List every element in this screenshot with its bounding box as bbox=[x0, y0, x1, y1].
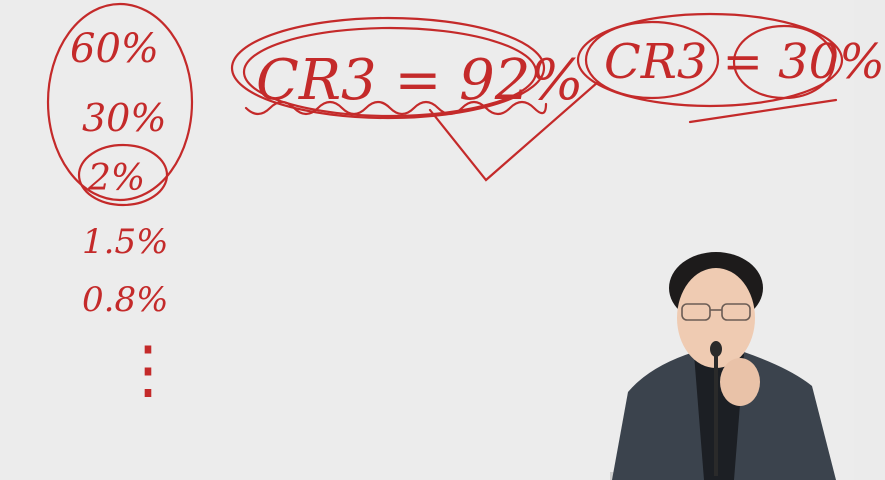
vertical-ellipsis: ⋮ bbox=[116, 333, 180, 407]
value-30-percent: 30% bbox=[82, 96, 167, 140]
hand bbox=[720, 358, 760, 406]
mic-head bbox=[710, 341, 722, 357]
value-1-5-percent: 1.5% bbox=[82, 222, 169, 262]
value-0-8-percent: 0.8% bbox=[82, 280, 169, 320]
value-60-percent: 60% bbox=[70, 26, 159, 72]
cr3-92-percent: CR3 = 92% bbox=[256, 48, 584, 113]
value-2-percent: 2% bbox=[88, 158, 146, 199]
cr3-30-percent: CR3 = 30% bbox=[604, 34, 885, 90]
